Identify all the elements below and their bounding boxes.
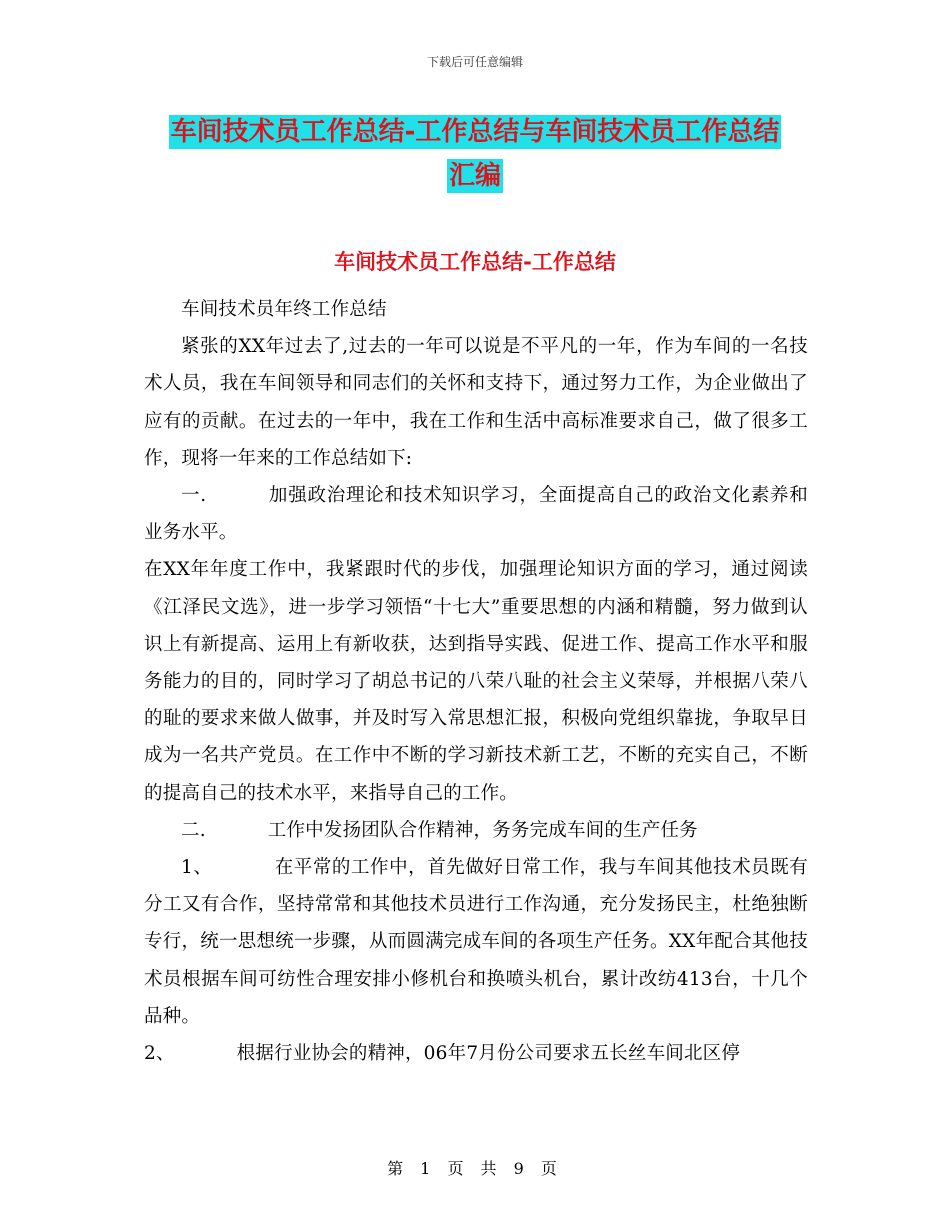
list-item: [144, 849, 808, 1035]
list-text: 根据行业协会的精神，06年7月份公司要求五长丝车间北区停: [236, 1043, 741, 1065]
list-number: 二.: [181, 819, 206, 841]
list-item: [144, 1035, 808, 1072]
paragraph-heading: 车间技术员年终工作总结: [181, 299, 387, 320]
list-text: 在平常的工作中，首先做好日常工作，我与车间其他技术员既有分工又有合作，坚持常常和其他技术员进行工作沟通，充分发扬民主，杜绝独断专行，统一思想统一步骤，从而圆满完成车间的各项生产任务。XX年配合其他技术员根据车间可纺性合理安排小修机台和换喷头机台，累计改纺413台，十几个品种。: [144, 857, 808, 1027]
paragraph: 在XX年年度工作中，我紧跟时代的步伐，加强理论知识方面的学习，通过阅读《江泽民文选》，进一步学习领悟“十七大”重要思想的内涵和精髓，努力做到认识上有新提高、运用上有新收获，达到指导实践、促进工作、提高工作水平和服务能力的目的，同时学习了胡总书记的八荣八耻的社会主义荣辱，并根据八荣八的耻的要求来做人做事，并及时写入常思想汇报，积极向党组织靠拢，争取早日成为一名共产党员。在工作中不断的学习新技术新工艺，不断的充实自己，不断的提高自己的技术水平，来指导自己的工作。: [144, 559, 808, 804]
title-line-2: 汇编: [448, 161, 501, 191]
page-footer: 第 1 页 共 9 页: [387, 1159, 563, 1178]
list-number: 1、: [181, 857, 213, 879]
list-text: 工作中发扬团队合作精神，务务完成车间的生产任务: [267, 819, 698, 841]
document-title: [0, 110, 950, 198]
list-number: 2、: [144, 1043, 175, 1065]
title-line-1: 车间技术员工作总结-工作总结与车间技术员工作总结: [170, 117, 780, 147]
list-number: 一.: [181, 485, 207, 507]
body-text: [144, 291, 808, 1072]
list-item: [144, 477, 808, 551]
header-note: 下载后可任意编辑: [426, 55, 523, 69]
list-text: 加强政治理论和技术知识学习，全面提高自己的政治文化素养和业务水平。: [144, 485, 808, 544]
list-item: [144, 812, 808, 849]
section-title: 车间技术员工作总结-工作总结: [334, 250, 616, 274]
paragraph: 紧张的XX年过去了,过去的一年可以说是不平凡的一年，作为车间的一名技术人员，我在车间领导和同志们的关怀和支持下，通过努力工作，为企业做出了应有的贡献。在过去的一年中，我在工作和生活中高标准要求自己，做了很多工作，现将一年来的工作总结如下:: [144, 336, 808, 469]
